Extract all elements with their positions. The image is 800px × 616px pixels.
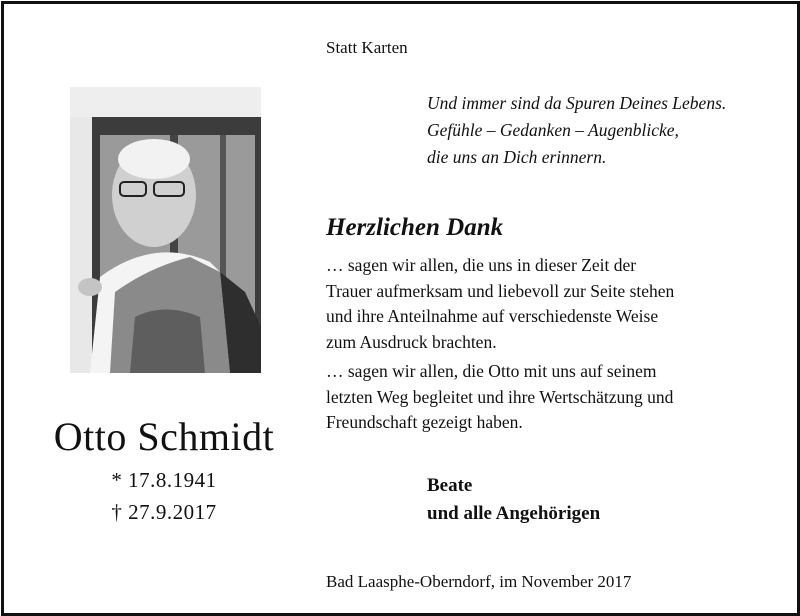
portrait-photo xyxy=(70,87,261,373)
birth-date: * 17.8.1941 xyxy=(111,468,217,492)
death-date: † 27.9.2017 xyxy=(111,500,217,524)
quote-line: Gefühle – Gedanken – Augenblicke, xyxy=(427,120,679,140)
quote-line: die uns an Dich erinnern. xyxy=(427,147,607,167)
place-date: Bad Laasphe-Oberndorf, im November 2017 xyxy=(326,572,632,591)
memorial-quote xyxy=(427,90,726,171)
notice-frame xyxy=(1,1,800,616)
paragraph-line: Freundschaft gezeigt haben. xyxy=(326,412,523,432)
paragraph-line: letzten Weg begleitet und ihre Wertschätzung und xyxy=(326,386,674,407)
signature-line-2: und alle Angehörigen xyxy=(427,503,601,524)
header-label: Statt Karten xyxy=(326,38,408,57)
quote-line: Und immer sind da Spuren Deines Lebens. xyxy=(427,93,727,113)
signature-line-1: Beate xyxy=(427,475,473,496)
paragraph-line: … sagen wir allen, die Otto mit uns auf seinem xyxy=(326,361,657,381)
paragraph-line: … sagen wir allen, die uns in dieser Zeit der xyxy=(326,255,637,275)
paragraph-line: Trauer aufmerksam und liebevoll zur Seite stehen xyxy=(326,280,675,301)
thanks-paragraph-1 xyxy=(326,253,766,355)
deceased-name: Otto Schmidt xyxy=(53,414,275,459)
signature xyxy=(427,472,600,528)
paragraph-line: und ihre Anteilnahme auf verschiedenste Weise xyxy=(326,306,659,326)
paragraph-line: zum Ausdruck brachten. xyxy=(326,331,497,352)
thanks-paragraph-2 xyxy=(326,359,766,436)
thanks-heading: Herzlichen Dank xyxy=(326,214,504,241)
